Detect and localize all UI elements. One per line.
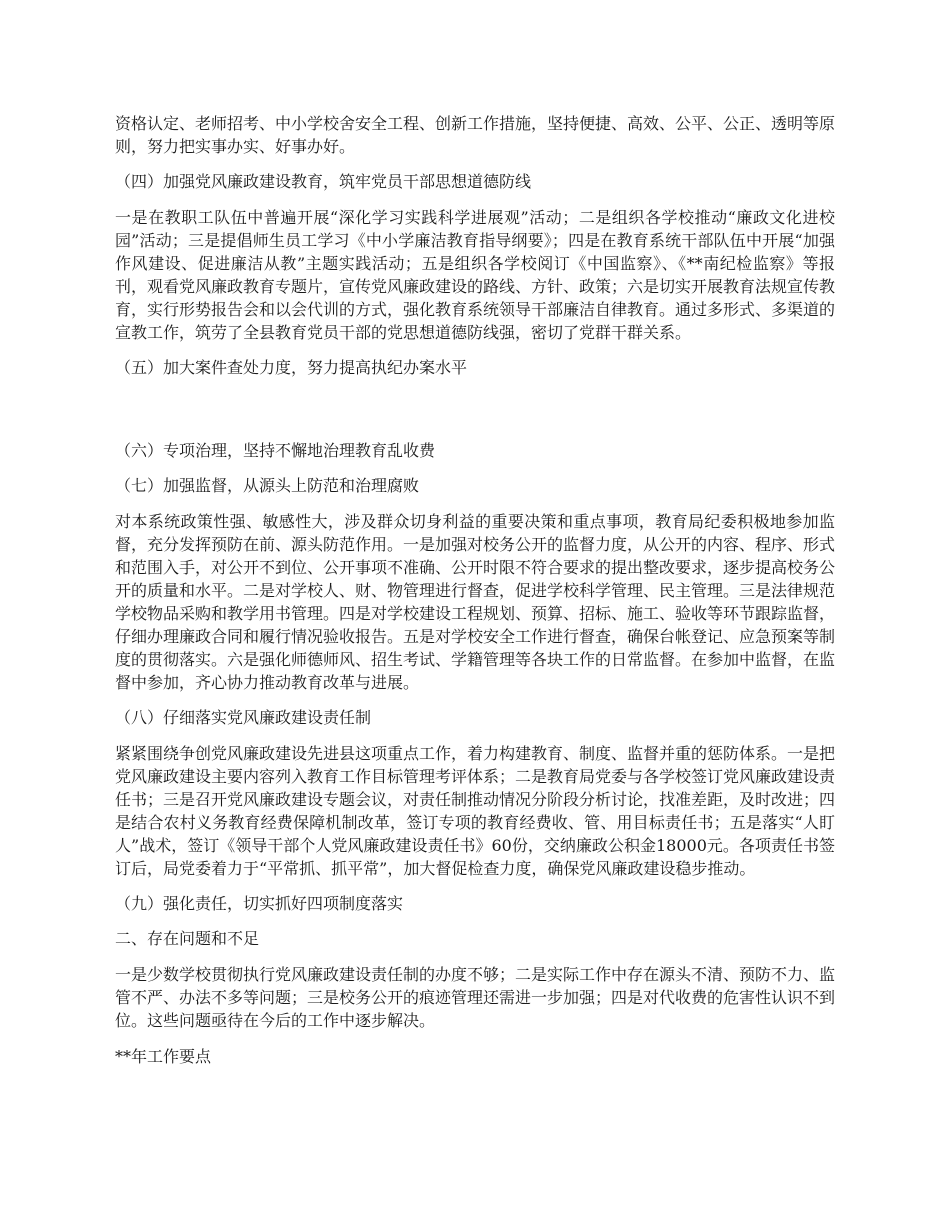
heading-section-8: （八）仔细落实党风廉政建设责任制	[115, 708, 372, 727]
paragraph-problems: 一是少数学校贯彻执行党风廉政建设责任制的办度不够；二是实际工作中存在源头不清、预防不力、监管不严、办法不多等问题；三是校务公开的痕迹管理还需进一步加强；四是对代收费的危害性认识不到位。这些问题亟待在今后的工作中逐步解决。	[115, 965, 836, 1030]
heading-section-7: （七）加强监督，从源头上防范和治理腐败	[115, 476, 420, 495]
paragraph-responsibility: 紧紧围绕争创党风廉政建设先进县这项重点工作，着力构建教育、制度、监督并重的惩防体系。一是把党风廉政建设主要内容列入教育工作目标管理考评体系；二是教育局党委与各学校签订党风廉政建设责任书；三是召开党风廉政建设专题会议，对责任制推动情况分阶段分析讨论，找准差距，及时改进；四是结合农村义务教育经费保障机制改革，签订专项的教育经费收、管、用目标责任书；五是落实“人盯人”战术，签订《领导干部个人党风廉政建设责任书》60份，交纳廉政公积金18000元。各项责任书签订后，局党委着力于“平常抓、抓平常”，加大督促检查力度，确保党风廉政建设稳步推动。	[115, 744, 836, 878]
heading-problems: 二、存在问题和不足	[115, 929, 260, 948]
heading-section-4: （四）加强党风廉政建设教育，筑牢党员干部思想道德防线	[115, 172, 532, 191]
paragraph-work-principles: 资格认定、老师招考、中小学校舍安全工程、创新工作措施，坚持便捷、高效、公平、公正、透明等原则，努力把实事办实、好事办好。	[115, 114, 836, 156]
heading-work-points: **年工作要点	[115, 1047, 212, 1066]
heading-section-6: （六）专项治理，坚持不懈地治理教育乱收费	[115, 441, 436, 460]
paragraph-supervision: 对本系统政策性强、敏感性大，涉及群众切身利益的重要决策和重点事项，教育局纪委积极地参加监督，充分发挥预防在前、源头防范作用。一是加强对校务公开的监督力度，从公开的内容、程序、形式和范围入手，对公开不到位、公开事项不准确、公开时限不符合要求的提出整改要求，逐步提高校务公开的质量和水平。二是对学校人、财、物管理进行督查，促进学校科学管理、民主管理。三是法律规范学校物品采购和教学用书管理。四是对学校建设工程规划、预算、招标、施工、验收等环节跟踪监督，仔细办理廉政合同和履行情况验收报告。五是对学校安全工作进行督查，确保台帐登记、应急预案等制度的贯彻落实。六是强化师德师风、招生考试、学籍管理等各块工作的日常监督。在参加中监督，在监督中参加，齐心协力推动教育改革与进展。	[115, 512, 836, 692]
heading-section-5: （五）加大案件查处力度，努力提高执纪办案水平	[115, 358, 468, 377]
paragraph-education: 一是在教职工队伍中普遍开展“深化学习实践科学进展观”活动；二是组织各学校推动“廉政文化进校园”活动；三是提倡师生员工学习《中小学廉洁教育指导纲要》；四是在教育系统干部队伍中开展“加强作风建设、促进廉洁从教”主题实践活动；五是组织各学校阅订《中国监察》、《**南纪检监察》等报刊，观看党风廉政教育专题片，宣传党风廉政建设的路线、方针、政策；六是切实开展教育法规宣传教育，实行形势报告会和以会代训的方式，强化教育系统领导干部廉洁自律教育。通过多形式、多渠道的宣教工作，筑劳了全县教育党员干部的党思想道德防线强，密切了党群干群关系。	[115, 208, 836, 342]
heading-section-9: （九）强化责任，切实抓好四项制度落实	[115, 894, 404, 913]
